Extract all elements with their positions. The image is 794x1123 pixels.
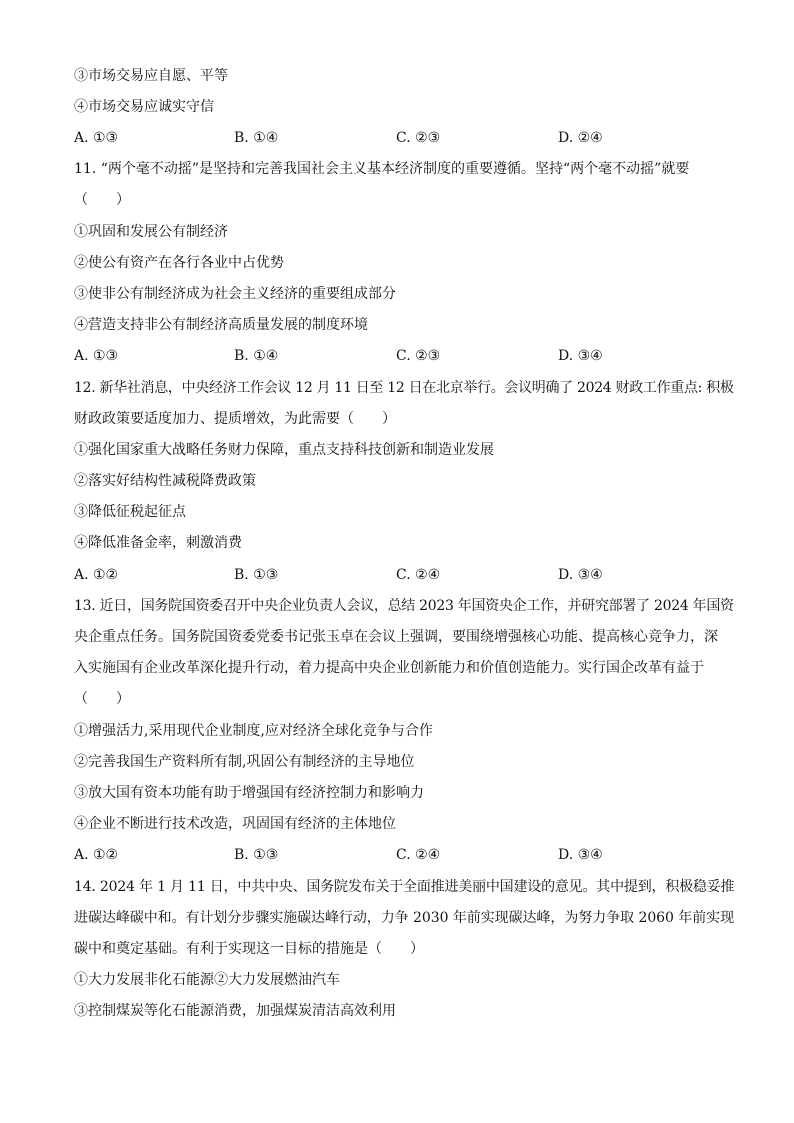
q11-item-1: ①巩固和发展公有制经济 — [74, 224, 228, 240]
q12-option-a[interactable]: A. ①② — [74, 567, 119, 583]
q11-item-4: ④营造支持非公有制经济高质量发展的制度环境 — [74, 317, 368, 333]
q12-item-2: ②落实好结构性减税降费政策 — [74, 473, 256, 489]
q12-option-b[interactable]: B. ①③ — [234, 567, 279, 583]
q10-item-3: ③市场交易应自愿、平等 — [74, 68, 228, 84]
q11-options — [74, 346, 734, 366]
q11-option-d[interactable]: D. ③④ — [558, 348, 603, 364]
q14-stem-line-2: 进碳达峰碳中和。有计划分步骤实施碳达峰行动，力争 2030 年前实现碳达峰，为努力争取 2060 年前实现 — [74, 910, 735, 926]
q10-option-b[interactable]: B. ①④ — [234, 130, 279, 146]
q12-item-3: ③降低征税起征点 — [74, 504, 186, 520]
q13-stem-line-3: 入实施国有企业改革深化提升行动，着力提高中央企业创新能力和价值创造能力。实行国企改革有益于 — [74, 660, 704, 676]
q13-option-c[interactable]: C. ②④ — [396, 847, 441, 863]
q11-stem-line-2: （ ） — [74, 192, 130, 208]
q12-stem-line-1: 12. 新华社消息，中央经济工作会议 12 月 11 日至 12 日在北京举行。会议明确了 2024 财政工作重点: 积极 — [74, 380, 734, 396]
q10-option-c[interactable]: C. ②③ — [396, 130, 441, 146]
q10-item-4: ④市场交易应诚实守信 — [74, 99, 214, 115]
q13-option-a[interactable]: A. ①② — [74, 847, 119, 863]
q11-item-2: ②使公有资产在各行各业中占优势 — [74, 255, 284, 271]
q13-option-d[interactable]: D. ③④ — [558, 847, 603, 863]
q14-stem-line-1: 14. 2024 年 1 月 11 日，中共中央、国务院发布关于全面推进美丽中国建设的意见。其中提到，积极稳妥推 — [74, 879, 735, 895]
q12-option-c[interactable]: C. ②④ — [396, 567, 441, 583]
q13-option-b[interactable]: B. ①③ — [234, 847, 279, 863]
q13-stem-line-2: 央企重点任务。国务院国资委党委书记张玉卓在会议上强调，要围绕增强核心功能、提高核心竞争力，深 — [74, 629, 718, 645]
q14-item-1: ①大力发展非化石能源②大力发展燃油汽车 — [74, 972, 340, 988]
q12-option-d[interactable]: D. ③④ — [558, 567, 603, 583]
q11-option-b[interactable]: B. ①④ — [234, 348, 279, 364]
q13-item-4: ④企业不断进行技术改造，巩固国有经济的主体地位 — [74, 816, 396, 832]
q11-item-3: ③使非公有制经济成为社会主义经济的重要组成部分 — [74, 286, 396, 302]
q11-option-a[interactable]: A. ①③ — [74, 348, 119, 364]
q10-option-a[interactable]: A. ①③ — [74, 130, 119, 146]
q14-stem-line-3: 碳中和奠定基础。有利于实现这一目标的措施是（ ） — [74, 941, 424, 957]
q13-options — [74, 845, 734, 865]
q12-item-1: ①强化国家重大战略任务财力保障，重点支持科技创新和制造业发展 — [74, 442, 494, 458]
q10-options — [74, 128, 734, 148]
q12-options — [74, 565, 734, 585]
q10-option-d[interactable]: D. ②④ — [558, 130, 603, 146]
q12-stem-line-2: 财政政策要适度加力、提质增效，为此需要（ ） — [74, 411, 396, 427]
q13-item-3: ③放大国有资本功能有助于增强国有经济控制力和影响力 — [74, 785, 424, 801]
q11-option-c[interactable]: C. ②③ — [396, 348, 441, 364]
q14-item-3: ③控制煤炭等化石能源消费，加强煤炭清洁高效利用 — [74, 1003, 396, 1019]
q13-item-2: ②完善我国生产资料所有制,巩固公有制经济的主导地位 — [74, 754, 415, 770]
q13-stem-line-1: 13. 近日，国务院国资委召开中央企业负责人会议，总结 2023 年国资央企工作，并研究部署了 2024 年国资 — [74, 598, 734, 614]
q13-stem-line-4: （ ） — [74, 691, 130, 707]
q12-item-4: ④降低准备金率，刺激消费 — [74, 535, 242, 551]
q13-item-1: ①增强活力,采用现代企业制度,应对经济全球化竞争与合作 — [74, 723, 433, 739]
q11-stem-line-1: 11. “两个毫不动摇”是坚持和完善我国社会主义基本经济制度的重要遵循。坚持“两个毫不动摇”就要 — [74, 161, 690, 177]
